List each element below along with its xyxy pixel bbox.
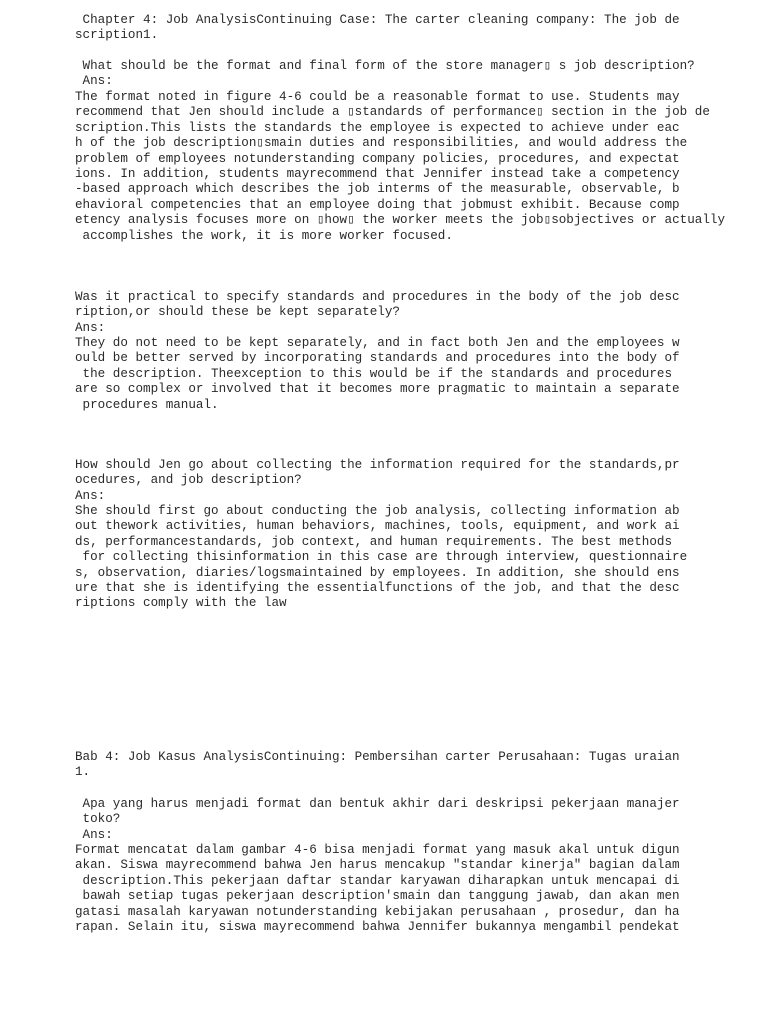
text-line: bawah setiap tugas pekerjaan description'smain dan tanggung jawab, dan akan men	[75, 889, 680, 904]
text-line: Bab 4: Job Kasus AnalysisContinuing: Pembersihan carter Perusahaan: Tugas uraian	[75, 750, 680, 764]
translated-chapter-title	[75, 750, 755, 781]
text-line: out thework activities, human behaviors, machines, tools, equipment, and work ai	[75, 519, 680, 534]
text-line: ions. In addition, students mayrecommend that Jennifer instead take a competency	[75, 166, 680, 181]
answer-1	[75, 90, 755, 244]
translated-answer-1	[75, 843, 755, 935]
text-line: for collecting thisinformation in this case are through interview, questionnaire	[75, 550, 688, 565]
text-line: Ans:	[75, 488, 106, 503]
text-line: Format mencatat dalam gambar 4-6 bisa menjadi format yang masuk akal untuk digun	[75, 843, 680, 857]
text-line: procedures manual.	[75, 397, 219, 412]
text-line: ds, performancestandards, job context, and human requirements. The best methods	[75, 534, 673, 549]
text-line: are so complex or involved that it becomes more pragmatic to maintain a separate	[75, 382, 680, 397]
text-line: recommend that Jen should include a ▯standards of performance▯ section in the job de	[75, 105, 710, 120]
text-line: The format noted in figure 4-6 could be a reasonable format to use. Students may	[75, 90, 680, 104]
text-line: the description. Theexception to this would be if the standards and procedures	[75, 366, 673, 381]
text-line: riptions comply with the law	[75, 596, 287, 611]
text-line: akan. Siswa mayrecommend bahwa Jen harus mencakup "standar kinerja" bagian dalam	[75, 858, 680, 873]
text-line: ould be better served by incorporating standards and procedures into the body of	[75, 351, 680, 366]
text-line: -based approach which describes the job interms of the measurable, observable, b	[75, 182, 680, 197]
text-line: Apa yang harus menjadi format dan bentuk akhir dari deskripsi pekerjaan manajer	[75, 797, 680, 811]
text-line: rapan. Selain itu, siswa mayrecommend bahwa Jennifer bukannya mengambil pendekat	[75, 919, 680, 934]
text-line: scription1.	[75, 28, 159, 43]
text-line: Ans:	[75, 320, 106, 335]
translated-question-1	[75, 797, 755, 843]
text-line: How should Jen go about collecting the information required for the standards,pr	[75, 458, 680, 472]
text-line: scription.This lists the standards the employee is expected to achieve under eac	[75, 120, 680, 135]
text-line: toko?	[75, 812, 121, 827]
answer-3	[75, 504, 755, 612]
text-line: ocedures, and job description?	[75, 473, 302, 488]
text-line: gatasi masalah karyawan notunderstanding kebijakan perusahaan , prosedur, dan ha	[75, 904, 680, 919]
text-line: 1.	[75, 765, 91, 780]
chapter-title	[75, 13, 755, 44]
answer-2	[75, 336, 755, 413]
text-line: description.This pekerjaan daftar standar karyawan diharapkan untuk mencapai di	[75, 873, 680, 888]
text-line: etency analysis focuses more on ▯how▯ the worker meets the job▯sobjectives or actually	[75, 213, 726, 228]
text-line: She should first go about conducting the job analysis, collecting information ab	[75, 504, 680, 518]
text-line: ure that she is identifying the essentialfunctions of the job, and that the desc	[75, 580, 680, 595]
text-line: s, observation, diaries/logsmaintained by employees. In addition, she should ens	[75, 565, 680, 580]
text-line: ription,or should these be kept separately?	[75, 305, 400, 320]
text-line: They do not need to be kept separately, and in fact both Jen and the employees w	[75, 336, 680, 350]
text-line: Ans:	[75, 74, 113, 89]
text-line: h of the job description▯smain duties and responsibilities, and would address the	[75, 136, 688, 151]
text-line: What should be the format and final form of the store manager▯ s job description?	[75, 59, 695, 73]
text-line: Ans:	[75, 827, 113, 842]
question-3	[75, 458, 755, 504]
question-2	[75, 290, 755, 336]
text-line: accomplishes the work, it is more worker focused.	[75, 228, 453, 243]
text-line: problem of employees notunderstanding company policies, procedures, and expectat	[75, 151, 680, 166]
text-line: Was it practical to specify standards and procedures in the body of the job desc	[75, 290, 680, 304]
text-line: Chapter 4: Job AnalysisContinuing Case: The carter cleaning company: The job de	[75, 13, 680, 27]
text-line: ehavioral competencies that an employee doing that jobmust exhibit. Because comp	[75, 197, 680, 212]
question-1	[75, 59, 755, 90]
